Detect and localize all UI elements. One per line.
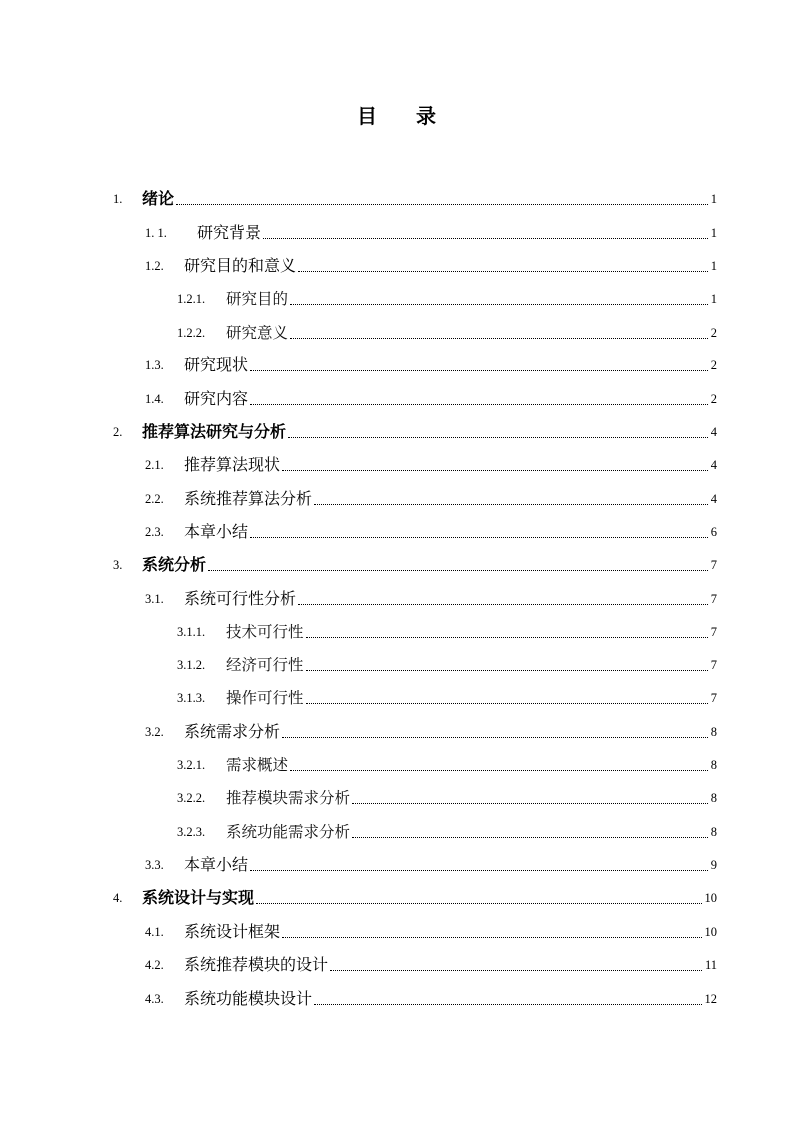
toc-entry-page: 7: [710, 691, 717, 705]
toc-entry-title: 绪论: [142, 189, 175, 208]
toc-entry[interactable]: [145, 587, 717, 611]
toc-entry-title: 研究背景: [197, 223, 262, 242]
toc-leader-dots: [298, 603, 708, 605]
toc-entry-title: 推荐算法现状: [184, 455, 281, 474]
toc-entry[interactable]: [177, 686, 717, 710]
toc-entry-page: 4: [710, 492, 717, 506]
toc-entry-number: 4.: [113, 891, 123, 905]
toc-entry-page: 7: [710, 558, 717, 572]
toc-entry-page: 2: [710, 326, 717, 340]
toc-entry-title: 推荐算法研究与分析: [142, 422, 287, 441]
toc-entry[interactable]: [177, 820, 717, 844]
toc-leader-dots: [290, 337, 708, 339]
toc-entry[interactable]: [145, 487, 717, 511]
toc-entry-page: 1: [710, 226, 717, 240]
toc-entry[interactable]: [145, 254, 717, 278]
toc-entry[interactable]: [145, 953, 717, 977]
toc-entry-number: 1.2.: [145, 259, 164, 273]
toc-entry-page: 9: [710, 858, 717, 872]
toc-entry-title: 系统设计框架: [184, 922, 281, 941]
toc-entry-page: 2: [710, 392, 717, 406]
toc-entry-number: 3.2.3.: [177, 825, 206, 839]
toc-entry-page: 10: [704, 891, 717, 905]
toc-entry-number: 1.4.: [145, 392, 164, 406]
toc-entry-number: 3.2.1.: [177, 758, 206, 772]
toc-entry-page: 8: [710, 791, 717, 805]
toc-entry[interactable]: [177, 753, 717, 777]
toc-entry[interactable]: [177, 321, 717, 345]
toc-entry[interactable]: [145, 353, 717, 377]
toc-entry-page: 6: [710, 525, 717, 539]
toc-leader-dots: [250, 403, 708, 405]
toc-entry-page: 7: [710, 592, 717, 606]
toc-entry-page: 4: [710, 425, 717, 439]
toc-entry[interactable]: [145, 853, 717, 877]
toc-entry[interactable]: [145, 920, 717, 944]
toc-entry[interactable]: [145, 221, 717, 245]
toc-leader-dots: [330, 969, 702, 971]
toc-entry-page: 12: [704, 992, 717, 1006]
toc-entry-title: 本章小结: [184, 522, 249, 541]
toc-entry-number: 3.: [113, 558, 123, 572]
toc-entry[interactable]: [113, 187, 717, 211]
toc-leader-dots: [282, 469, 708, 471]
toc-leader-dots: [290, 769, 708, 771]
toc-leader-dots: [306, 636, 708, 638]
toc-entry-number: 4.2.: [145, 958, 164, 972]
toc-leader-dots: [352, 836, 708, 838]
toc-entry-title: 研究内容: [184, 389, 249, 408]
toc-leader-dots: [288, 436, 708, 438]
toc-entry-title: 研究目的: [226, 290, 289, 308]
toc-entry-page: 11: [704, 958, 717, 972]
toc-entry[interactable]: [113, 420, 717, 444]
toc-entry-title: 系统可行性分析: [184, 589, 297, 608]
toc-entry-title: 研究意义: [226, 324, 289, 342]
toc-entry[interactable]: [145, 453, 717, 477]
toc-entry-title: 系统分析: [142, 555, 207, 574]
toc-entry-number: 2.2.: [145, 492, 164, 506]
toc-entry[interactable]: [113, 886, 717, 910]
toc-entry-page: 2: [710, 358, 717, 372]
toc-leader-dots: [290, 303, 708, 305]
toc-entry-number: 4.3.: [145, 992, 164, 1006]
toc-entry-title: 系统功能需求分析: [226, 823, 351, 841]
toc-leader-dots: [208, 569, 708, 571]
toc-entry-number: 1.2.2.: [177, 326, 206, 340]
toc-entry-page: 1: [710, 292, 717, 306]
toc-entry-page: 7: [710, 658, 717, 672]
toc-leader-dots: [314, 1003, 701, 1005]
toc-entry[interactable]: [177, 786, 717, 810]
toc-entry-number: 4.1.: [145, 925, 164, 939]
toc-entry-number: 3.2.2.: [177, 791, 206, 805]
toc-entry-title: 系统功能模块设计: [184, 989, 313, 1008]
toc-leader-dots: [352, 802, 708, 804]
toc-title: 目 录: [357, 104, 452, 128]
toc-entry[interactable]: [177, 287, 717, 311]
toc-entry-page: 8: [710, 758, 717, 772]
toc-leader-dots: [263, 237, 708, 239]
toc-leader-dots: [314, 503, 708, 505]
toc-entry-page: 1: [710, 192, 717, 206]
toc-entry[interactable]: [177, 620, 717, 644]
toc-entry-title: 系统推荐算法分析: [184, 489, 313, 508]
toc-entry[interactable]: [113, 553, 717, 577]
toc-entry-number: 3.1.1.: [177, 625, 206, 639]
toc-entry-title: 系统需求分析: [184, 722, 281, 741]
toc-leader-dots: [282, 736, 708, 738]
toc-entry-number: 3.2.: [145, 725, 164, 739]
toc-entry-number: 2.3.: [145, 525, 164, 539]
toc-entry-page: 8: [710, 825, 717, 839]
toc-entry-title: 系统推荐模块的设计: [184, 955, 329, 974]
toc-entry-title: 操作可行性: [226, 689, 304, 707]
toc-leader-dots: [250, 536, 708, 538]
toc-leader-dots: [306, 702, 708, 704]
toc-leader-dots: [256, 902, 701, 904]
toc-entry-title: 推荐模块需求分析: [226, 789, 351, 807]
toc-leader-dots: [298, 270, 708, 272]
toc-leader-dots: [282, 936, 701, 938]
toc-entry[interactable]: [177, 653, 717, 677]
toc-entry-number: 1. 1.: [145, 226, 167, 240]
toc-leader-dots: [250, 869, 708, 871]
toc-entry-title: 技术可行性: [226, 623, 304, 641]
toc-entry-page: 4: [710, 458, 717, 472]
toc-entry-title: 系统设计与实现: [142, 888, 255, 907]
toc-leader-dots: [306, 669, 708, 671]
toc-entry-number: 1.: [113, 192, 123, 206]
toc-entry-number: 3.1.: [145, 592, 164, 606]
toc-entry[interactable]: [145, 387, 717, 411]
toc-entry-number: 2.1.: [145, 458, 164, 472]
toc-entry-number: 3.3.: [145, 858, 164, 872]
toc-entry-page: 10: [704, 925, 717, 939]
toc-entry-title: 经济可行性: [226, 656, 304, 674]
toc-entry-page: 8: [710, 725, 717, 739]
toc-entry-number: 3.1.3.: [177, 691, 206, 705]
toc-leader-dots: [250, 369, 708, 371]
toc-entry[interactable]: [145, 720, 717, 744]
toc-entry-title: 本章小结: [184, 855, 249, 874]
toc-entry-title: 研究目的和意义: [184, 256, 297, 275]
toc-entry-number: 1.3.: [145, 358, 164, 372]
toc-leader-dots: [176, 203, 708, 205]
toc-entry-number: 3.1.2.: [177, 658, 206, 672]
toc-entry-number: 2.: [113, 425, 123, 439]
toc-entry-page: 1: [710, 259, 717, 273]
toc-entry[interactable]: [145, 520, 717, 544]
toc-entry-title: 研究现状: [184, 355, 249, 374]
toc-entry-title: 需求概述: [226, 756, 289, 774]
toc-entry[interactable]: [145, 987, 717, 1011]
toc-entry-number: 1.2.1.: [177, 292, 206, 306]
toc-entry-page: 7: [710, 625, 717, 639]
